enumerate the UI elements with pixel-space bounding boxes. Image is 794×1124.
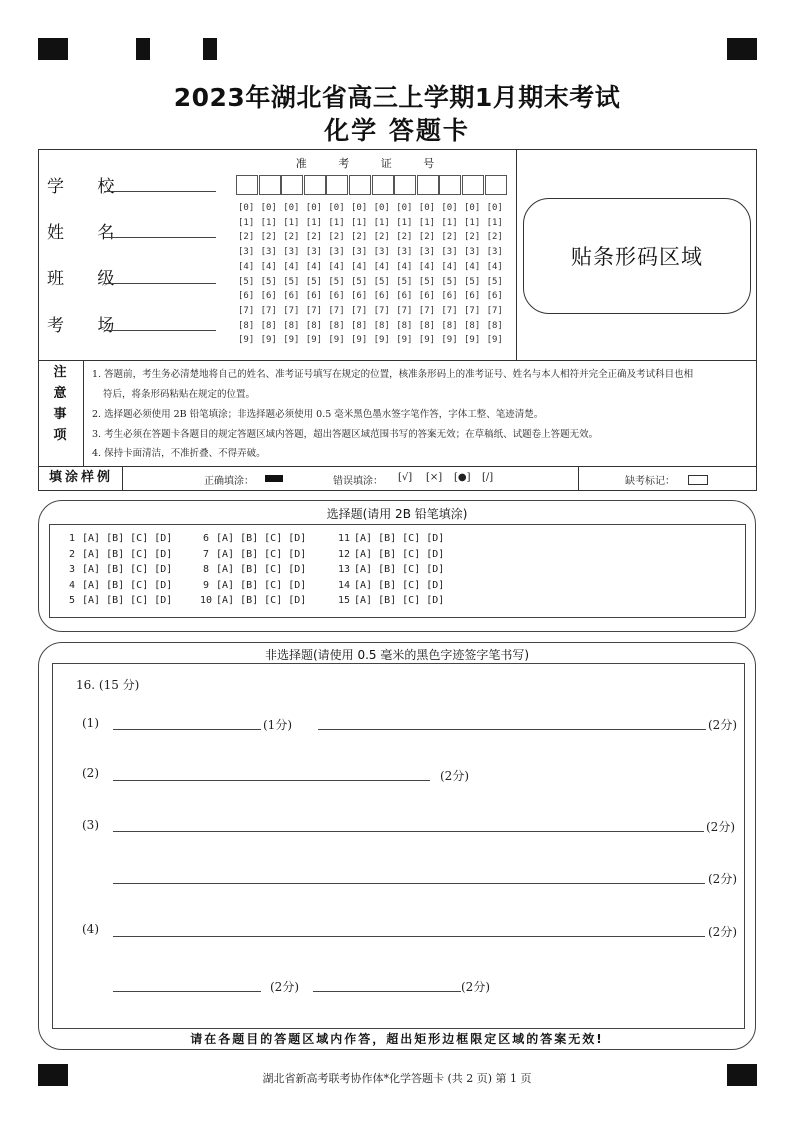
exam-id-digit-box[interactable]: [394, 175, 416, 195]
answer-line[interactable]: [113, 883, 705, 884]
answer-options[interactable]: [A] [B] [C] [D]: [354, 579, 445, 591]
non-choice-title: 非选择题(请使用 0.5 毫米的黑色字迹签字笔书写): [264, 648, 530, 662]
field-input-line[interactable]: [104, 191, 216, 192]
digit-bubble[interactable]: [9]: [305, 335, 323, 346]
digit-bubble[interactable]: [5]: [328, 276, 345, 287]
digit-bubble[interactable]: [8]: [260, 320, 277, 331]
digit-bubble[interactable]: [5]: [238, 276, 255, 287]
wrong-fill-label: 错误填涂：: [333, 476, 383, 487]
digit-bubble[interactable]: [8]: [351, 320, 368, 331]
digit-bubble[interactable]: [1]: [418, 217, 436, 228]
digit-bubble[interactable]: [6]: [464, 291, 481, 302]
digit-bubble[interactable]: [5]: [418, 276, 436, 287]
digit-bubble[interactable]: [3]: [305, 247, 323, 258]
question-number: 15: [338, 595, 351, 606]
answer-line[interactable]: [113, 936, 705, 937]
field-input-line[interactable]: [104, 237, 216, 238]
digit-bubble[interactable]: [8]: [238, 320, 255, 331]
digit-bubble[interactable]: [7]: [328, 305, 345, 316]
digit-bubble[interactable]: [1]: [238, 217, 255, 228]
answer-options[interactable]: [A] [B] [C] [D]: [216, 579, 307, 591]
question-number: 12: [338, 548, 351, 560]
digit-bubble[interactable]: [5]: [351, 276, 368, 287]
digit-bubble[interactable]: [2]: [486, 232, 503, 243]
digit-bubble[interactable]: [5]: [486, 276, 503, 287]
digit-bubble[interactable]: [2]: [373, 232, 390, 243]
digit-bubble[interactable]: [2]: [464, 232, 481, 243]
digit-bubble[interactable]: [6]: [396, 291, 413, 302]
digit-bubble[interactable]: [2]: [238, 232, 255, 243]
score-label: (2分): [706, 820, 735, 834]
question-number: 13: [338, 564, 351, 575]
answer-options[interactable]: [A] [B] [C] [D]: [354, 595, 445, 606]
question-number: 1: [69, 533, 76, 544]
part-4-label: (4): [82, 922, 99, 936]
digit-bubble[interactable]: [2]: [328, 232, 345, 243]
digit-bubble[interactable]: [9]: [351, 335, 368, 346]
absent-mark-label: 缺考标记：: [625, 476, 675, 487]
field-label: 班 级: [47, 269, 129, 289]
digit-bubble[interactable]: [6]: [328, 291, 345, 302]
field-input-line[interactable]: [104, 330, 216, 331]
digit-bubble[interactable]: [7]: [418, 305, 436, 316]
answer-options[interactable]: [A] [B] [C] [D]: [82, 533, 173, 544]
digit-bubble[interactable]: [1]: [328, 217, 345, 228]
exam-id-digit-box[interactable]: [462, 175, 484, 195]
wrong-fill-mark: [√]: [398, 472, 413, 483]
field-input-line[interactable]: [104, 283, 216, 284]
answer-options[interactable]: [A] [B] [C] [D]: [354, 533, 445, 544]
notice-item: 1. 答题前，考生务必清楚地将自己的姓名、准考证号填写在规定的位置，核准条形码上的准考证号、姓名与本人相符并完全正确及考试科目也相: [92, 369, 694, 380]
field-label: 学 校: [47, 177, 129, 197]
digit-bubble[interactable]: [2]: [396, 232, 413, 243]
answer-options[interactable]: [A] [B] [C] [D]: [354, 564, 445, 575]
digit-bubble[interactable]: [4]: [328, 261, 345, 272]
digit-bubble[interactable]: [6]: [238, 291, 255, 302]
digit-bubble[interactable]: [1]: [464, 217, 481, 228]
digit-bubble[interactable]: [3]: [418, 247, 436, 258]
digit-bubble[interactable]: [8]: [418, 320, 436, 331]
digit-bubble[interactable]: [1]: [260, 217, 277, 228]
question-number: 7: [203, 548, 210, 560]
score-label: (2分): [708, 925, 737, 939]
digit-bubble[interactable]: [6]: [260, 291, 277, 302]
digit-bubble[interactable]: [9]: [441, 335, 458, 346]
answer-line[interactable]: [113, 991, 261, 992]
notice-item: 2. 选择题必须使用 2B 铅笔填涂；非选择题必须使用 0.5 毫米黑色墨水签字笔作答，字体工整、笔迹清楚。: [92, 409, 544, 420]
digit-bubble[interactable]: [7]: [441, 305, 458, 316]
digit-bubble[interactable]: [2]: [351, 232, 368, 243]
digit-bubble[interactable]: [5]: [283, 276, 300, 287]
digit-bubble[interactable]: [8]: [373, 320, 390, 331]
exam-id-digit-box[interactable]: [236, 175, 258, 195]
exam-id-digit-box[interactable]: [281, 175, 303, 195]
digit-bubble[interactable]: [5]: [305, 276, 323, 287]
digit-bubble[interactable]: [6]: [305, 291, 323, 302]
digit-bubble[interactable]: [5]: [396, 276, 413, 287]
digit-bubble[interactable]: [2]: [418, 232, 436, 243]
digit-bubble[interactable]: [7]: [305, 305, 323, 316]
digit-bubble[interactable]: [9]: [396, 335, 413, 346]
digit-bubble[interactable]: [3]: [328, 247, 345, 258]
answer-line[interactable]: [113, 831, 704, 832]
digit-bubble[interactable]: [1]: [486, 217, 503, 228]
notice-item: 4. 保持卡面清洁，不准折叠、不得弄破。: [92, 448, 266, 459]
digit-bubble[interactable]: [8]: [305, 320, 323, 331]
digit-bubble[interactable]: [3]: [283, 247, 300, 258]
exam-id-digit-box[interactable]: [326, 175, 348, 195]
digit-bubble[interactable]: [6]: [351, 291, 368, 302]
digit-bubble[interactable]: [8]: [396, 320, 413, 331]
digit-bubble[interactable]: [4]: [260, 261, 277, 272]
digit-bubble[interactable]: [9]: [238, 335, 255, 346]
digit-bubble[interactable]: [7]: [351, 305, 368, 316]
digit-bubble[interactable]: [0]: [283, 203, 300, 213]
digit-bubble[interactable]: [1]: [351, 217, 368, 228]
digit-bubble[interactable]: [8]: [486, 320, 503, 331]
digit-bubble[interactable]: [5]: [441, 276, 458, 287]
digit-bubble[interactable]: [4]: [464, 261, 481, 272]
digit-bubble[interactable]: [8]: [441, 320, 458, 331]
digit-bubble[interactable]: [6]: [486, 291, 503, 302]
wrong-fill-mark: [/]: [482, 472, 494, 483]
exam-id-digit-box[interactable]: [439, 175, 461, 195]
barcode-area: 贴条形码区域: [523, 198, 751, 314]
digit-bubble[interactable]: [4]: [305, 261, 323, 272]
page-title: 2023年湖北省高三上学期1月期末考试: [173, 83, 621, 112]
exam-id-digit-box[interactable]: [417, 175, 439, 195]
digit-bubble[interactable]: [9]: [283, 335, 300, 346]
digit-bubble[interactable]: [7]: [486, 305, 503, 316]
digit-bubble[interactable]: [3]: [238, 247, 255, 258]
choice-title: 选择题(请用 2B 铅笔填涂): [326, 507, 468, 521]
answer-options[interactable]: [A] [B] [C] [D]: [82, 564, 173, 575]
question-number: 4: [69, 579, 76, 591]
digit-bubble[interactable]: [6]: [373, 291, 390, 302]
wrong-fill-mark: [●]: [454, 472, 471, 483]
part-2-label: (2): [82, 766, 99, 780]
digit-bubble[interactable]: [3]: [486, 247, 503, 258]
answer-line[interactable]: [318, 729, 706, 730]
question-number: 6: [203, 533, 210, 544]
digit-bubble[interactable]: [9]: [464, 335, 481, 346]
digit-bubble[interactable]: [4]: [441, 261, 458, 272]
exam-id-title: 准 考 证 号: [295, 157, 449, 170]
digit-bubble[interactable]: [0]: [464, 203, 481, 213]
digit-bubble[interactable]: [2]: [283, 232, 300, 243]
digit-bubble[interactable]: [4]: [396, 261, 413, 272]
digit-bubble[interactable]: [9]: [418, 335, 436, 346]
digit-bubble[interactable]: [3]: [351, 247, 368, 258]
sample-heading: 填涂样例: [48, 470, 113, 485]
digit-bubble[interactable]: [7]: [283, 305, 300, 316]
digit-bubble[interactable]: [7]: [373, 305, 390, 316]
score-label: (2分): [461, 980, 490, 994]
digit-bubble[interactable]: [6]: [283, 291, 300, 302]
digit-bubble[interactable]: [0]: [441, 203, 458, 213]
digit-bubble[interactable]: [5]: [464, 276, 481, 287]
part-1-label: (1): [82, 716, 99, 730]
digit-bubble[interactable]: [2]: [260, 232, 277, 243]
digit-bubble[interactable]: [7]: [464, 305, 481, 316]
digit-bubble[interactable]: [3]: [260, 247, 277, 258]
digit-bubble[interactable]: [7]: [238, 305, 255, 316]
digit-bubble[interactable]: [1]: [305, 217, 323, 228]
field-label: 考 场: [47, 316, 129, 336]
digit-bubble[interactable]: [4]: [238, 261, 255, 272]
score-label: (2分): [440, 769, 469, 783]
digit-bubble[interactable]: [0]: [305, 203, 323, 213]
score-label: (2分): [708, 718, 737, 732]
digit-bubble[interactable]: [7]: [260, 305, 277, 316]
digit-bubble[interactable]: [9]: [260, 335, 277, 346]
digit-bubble[interactable]: [8]: [283, 320, 300, 331]
notice-item: 符后，将条形码粘贴在规定的位置。: [103, 389, 256, 400]
digit-bubble[interactable]: [4]: [418, 261, 436, 272]
exam-id-digit-box[interactable]: [304, 175, 326, 195]
answer-options[interactable]: [A] [B] [C] [D]: [82, 548, 173, 560]
absent-mark-box[interactable]: [688, 475, 708, 485]
exam-id-digit-box[interactable]: [259, 175, 281, 195]
digit-bubble[interactable]: [0]: [486, 203, 503, 213]
digit-bubble[interactable]: [1]: [373, 217, 390, 228]
answer-area-warning: 请在各题目的答题区域内作答，超出矩形边框限定区域的答案无效!: [190, 1032, 604, 1046]
answer-box: [52, 663, 745, 1029]
digit-bubble[interactable]: [8]: [328, 320, 345, 331]
digit-bubble[interactable]: [4]: [351, 261, 368, 272]
question-number: 3: [69, 564, 76, 575]
answer-options[interactable]: [A] [B] [C] [D]: [354, 548, 445, 560]
digit-bubble[interactable]: [4]: [486, 261, 503, 272]
exam-id-digit-box[interactable]: [485, 175, 507, 195]
digit-bubble[interactable]: [9]: [328, 335, 345, 346]
exam-id-digit-box[interactable]: [349, 175, 371, 195]
wrong-fill-mark: [×]: [426, 472, 443, 483]
digit-bubble[interactable]: [0]: [328, 203, 345, 213]
digit-bubble[interactable]: [3]: [441, 247, 458, 258]
digit-bubble[interactable]: [1]: [283, 217, 300, 228]
digit-bubble[interactable]: [2]: [305, 232, 323, 243]
answer-options[interactable]: [A] [B] [C] [D]: [216, 533, 307, 544]
digit-bubble[interactable]: [3]: [464, 247, 481, 258]
digit-bubble[interactable]: [6]: [441, 291, 458, 302]
answer-options[interactable]: [A] [B] [C] [D]: [216, 564, 307, 575]
question-number: 14: [338, 579, 351, 591]
digit-bubble[interactable]: [9]: [373, 335, 390, 346]
question-number: 8: [203, 564, 210, 575]
field-label: 姓 名: [47, 223, 129, 243]
exam-id-digit-box[interactable]: [372, 175, 394, 195]
digit-bubble[interactable]: [8]: [464, 320, 481, 331]
digit-bubble[interactable]: [0]: [351, 203, 368, 213]
digit-bubble[interactable]: [3]: [396, 247, 413, 258]
question-number: 5: [69, 595, 76, 606]
answer-line[interactable]: [113, 780, 430, 781]
answer-line[interactable]: [113, 729, 261, 730]
digit-bubble[interactable]: [5]: [373, 276, 390, 287]
digit-bubble[interactable]: [6]: [418, 291, 436, 302]
page-footer: 湖北省新高考联考协作体*化学答题卡 (共 2 页) 第 1 页: [262, 1072, 532, 1085]
score-label: (2分): [708, 872, 737, 886]
question-16-header: 16. (15 分): [76, 678, 140, 692]
score-label: (1分): [263, 718, 292, 732]
digit-bubble[interactable]: [7]: [396, 305, 413, 316]
page-subtitle: 化学 答题卡: [324, 116, 470, 145]
notice-heading-text: 注意事项: [53, 365, 67, 443]
answer-options[interactable]: [A] [B] [C] [D]: [82, 579, 173, 591]
digit-bubble[interactable]: [5]: [260, 276, 277, 287]
digit-bubble[interactable]: [3]: [373, 247, 390, 258]
digit-bubble[interactable]: [2]: [441, 232, 458, 243]
correct-fill-label: 正确填涂：: [204, 476, 254, 487]
digit-bubble[interactable]: [4]: [283, 261, 300, 272]
digit-bubble[interactable]: [4]: [373, 261, 390, 272]
digit-bubble[interactable]: [0]: [418, 203, 436, 213]
digit-bubble[interactable]: [0]: [373, 203, 390, 213]
answer-line[interactable]: [313, 991, 461, 992]
notice-heading: [40, 362, 80, 446]
notice-item: 3. 考生必须在答题卡各题目的规定答题区域内答题，超出答题区域范围书写的答案无效；在草稿纸、试题卷上答题无效。: [92, 429, 599, 440]
digit-bubble[interactable]: [1]: [396, 217, 413, 228]
answer-options[interactable]: [A] [B] [C] [D]: [216, 548, 307, 560]
digit-bubble[interactable]: [0]: [396, 203, 413, 213]
part-3-label: (3): [82, 818, 99, 832]
digit-bubble[interactable]: [0]: [238, 203, 255, 213]
answer-options[interactable]: [A] [B] [C] [D]: [216, 595, 307, 606]
question-number: 11: [338, 533, 351, 544]
non-choice-section: [38, 642, 756, 1050]
question-number: 10: [200, 595, 213, 606]
answer-options[interactable]: [A] [B] [C] [D]: [82, 595, 173, 606]
question-number: 2: [69, 548, 76, 560]
correct-fill-mark: [265, 475, 283, 482]
digit-bubble[interactable]: [0]: [260, 203, 277, 213]
question-number: 9: [203, 579, 210, 591]
score-label: (2分): [270, 980, 299, 994]
digit-bubble[interactable]: [1]: [441, 217, 458, 228]
digit-bubble[interactable]: [9]: [486, 335, 503, 346]
